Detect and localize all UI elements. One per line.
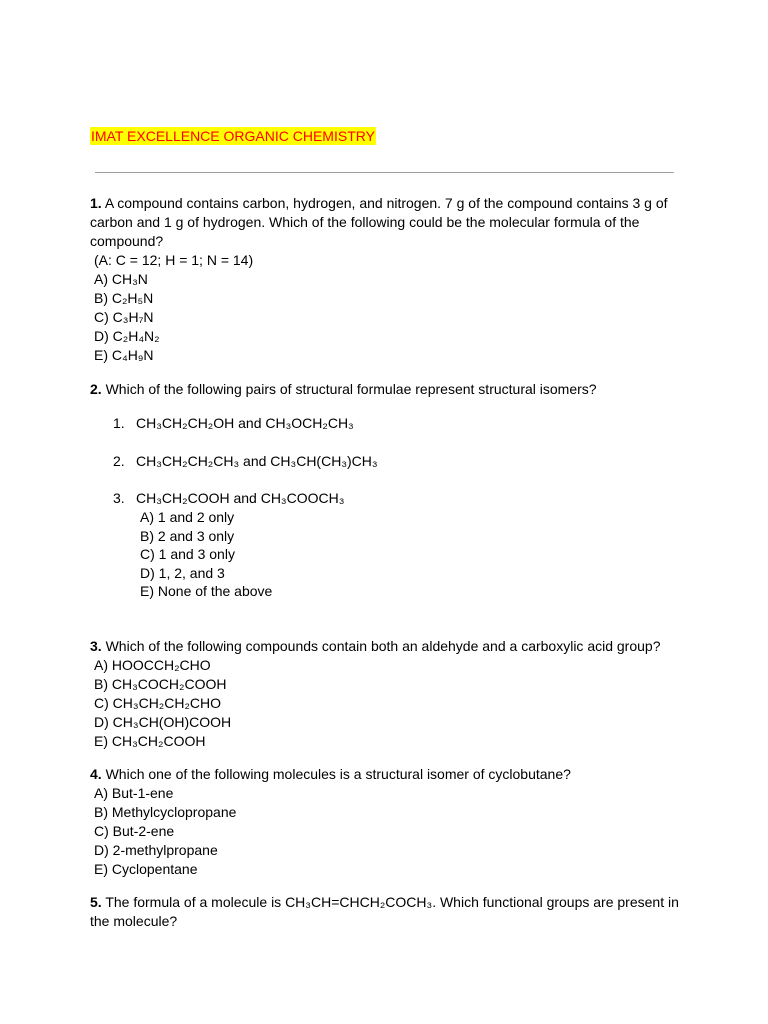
- option-d: D) C₂H₄N₂: [94, 328, 160, 344]
- option-c: C) CH₃CH₂CH₂CHO: [94, 695, 222, 711]
- option-a: A) CH₃N: [94, 271, 148, 287]
- question-1-note: (A: C = 12; H = 1; N = 14): [94, 252, 254, 268]
- question-4-text: [90, 765, 680, 784]
- question-number: 2.: [90, 381, 102, 397]
- question-number: 5.: [90, 894, 102, 910]
- option-c: C) 1 and 3 only: [140, 546, 235, 563]
- item-number: 1.: [113, 415, 125, 431]
- item-text: CH₃CH₂CH₂CH₃ and CH₃CH(CH₃)CH₃: [136, 453, 378, 469]
- question-number: 3.: [90, 638, 102, 654]
- question-1-text: [90, 194, 680, 251]
- question-number: 1.: [90, 195, 102, 211]
- option-b: B) C₂H₅N: [94, 290, 154, 306]
- question-stem: The formula of a molecule is CH₃CH=CHCH₂COCH₃. Which functional groups are present in the molecule?: [90, 894, 679, 929]
- question-1: [90, 194, 680, 365]
- question-number: 4.: [90, 766, 102, 782]
- question-2-text: [90, 380, 680, 399]
- option-d: D) 2-methylpropane: [94, 842, 218, 858]
- option-e: E) Cyclopentane: [94, 861, 198, 877]
- option-a: A) 1 and 2 only: [140, 509, 235, 525]
- option-d: D) 1, 2, and 3: [140, 564, 225, 581]
- question-3-text: [90, 637, 680, 656]
- question-stem: Which of the following compounds contain both an aldehyde and a carboxylic acid group?: [105, 638, 661, 654]
- option-a: A) But-1-ene: [94, 785, 174, 801]
- question-2-options: [140, 508, 272, 601]
- option-b: B) CH₃COCH₂COOH: [94, 676, 227, 692]
- option-a: A) HOOCCH₂CHO: [94, 657, 211, 673]
- option-e: E) CH₃CH₂COOH: [94, 733, 206, 749]
- option-e: E) None of the above: [140, 583, 273, 600]
- numbered-item-3: [113, 489, 344, 508]
- option-c: C) But-2-ene: [94, 823, 175, 839]
- numbered-item-2: [113, 452, 378, 471]
- question-5-text: [90, 893, 680, 931]
- item-number: 2.: [113, 453, 125, 469]
- question-2: [90, 380, 680, 399]
- question-3: [90, 637, 680, 751]
- item-text: CH₃CH₂CH₂OH and CH₃OCH₂CH₃: [136, 415, 354, 431]
- question-stem: Which of the following pairs of structural formulae represent structural isomers?: [105, 381, 597, 397]
- question-5: [90, 893, 680, 931]
- question-stem: Which one of the following molecules is a structural isomer of cyclobutane?: [105, 766, 571, 782]
- question-4: [90, 765, 680, 879]
- item-text: CH₃CH₂COOH and CH₃COOCH₃: [136, 490, 345, 506]
- horizontal-divider: [95, 172, 674, 173]
- item-number: 3.: [113, 490, 125, 506]
- option-b: B) Methylcyclopropane: [94, 804, 237, 820]
- option-e: E) C₄H₉N: [94, 347, 154, 363]
- question-stem: A compound contains carbon, hydrogen, and nitrogen. 7 g of the compound contains 3 g of carbon and 1 g of hydrogen. Which of the following could be the molecular formula of the compound?: [90, 195, 668, 249]
- numbered-item-1: [113, 414, 354, 433]
- document-title: IMAT EXCELLENCE ORGANIC CHEMISTRY: [91, 128, 375, 144]
- option-d: D) CH₃CH(OH)COOH: [94, 714, 232, 730]
- option-c: C) C₃H₇N: [94, 309, 154, 325]
- option-b: B) 2 and 3 only: [140, 527, 235, 544]
